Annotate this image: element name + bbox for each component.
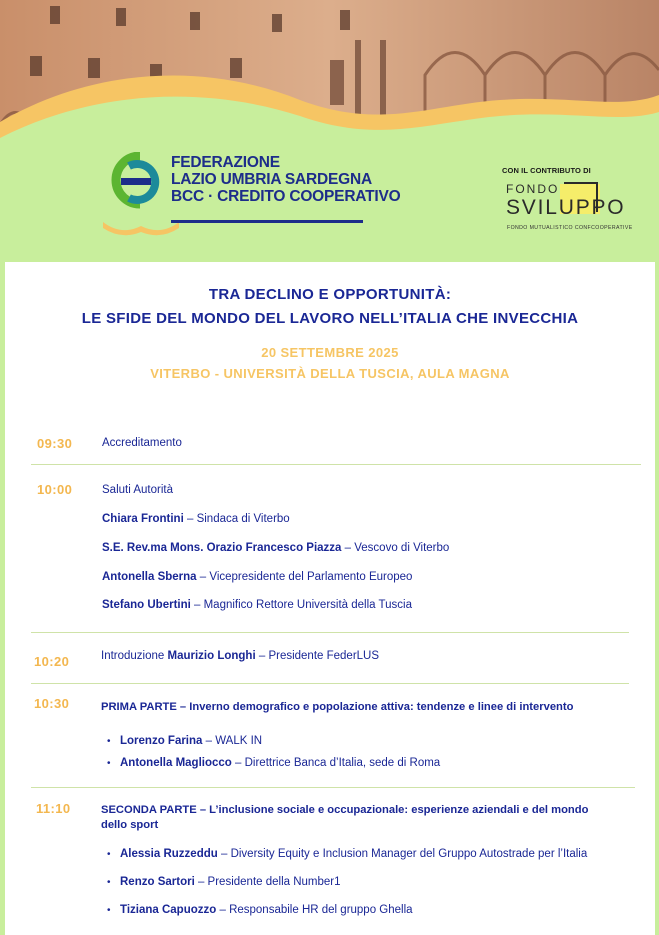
logo-underline: [171, 220, 363, 223]
fondo-sviluppo-logo: [504, 180, 634, 236]
divider: [31, 632, 629, 633]
divider: [31, 464, 641, 465]
seconda-parte-heading-cont: dello sport: [101, 819, 159, 831]
speaker-piazza: S.E. Rev.ma Mons. Orazio Francesco Piazza – Vescovo di Viterbo: [102, 542, 450, 554]
bullet: •: [107, 877, 111, 888]
logo-text: [171, 154, 401, 205]
speaker-sartori: Renzo Sartori – Presidente della Number1: [120, 876, 341, 888]
speaker-ubertini: Stefano Ubertini – Magnifico Rettore Università della Tuscia: [102, 599, 412, 611]
time-0930: 09:30: [37, 436, 73, 451]
speaker-ruzzeddu: Alessia Ruzzeddu – Diversity Equity e Inclusion Manager del Gruppo Autostrade per l’Italia: [120, 848, 588, 860]
bullet: •: [107, 758, 111, 769]
bcc-logo-icon: [107, 152, 169, 212]
speaker-farina: Lorenzo Farina – WALK IN: [120, 735, 263, 747]
bullet: •: [107, 736, 111, 747]
event-venue: VITERBO - UNIVERSITÀ DELLA TUSCIA, AULA MAGNA: [150, 366, 510, 381]
logo-line-3: BCC · CREDITO COOPERATIVO: [171, 188, 401, 205]
time-1030: 10:30: [34, 696, 70, 711]
event-title-line-1: TRA DECLINO E OPPORTUNITÀ:: [208, 286, 452, 303]
header-banner: [0, 0, 659, 262]
federazione-logo: [107, 148, 401, 244]
time-1110: 11:10: [36, 801, 71, 816]
bullet: •: [107, 905, 111, 916]
bullet: •: [107, 849, 111, 860]
speaker-frontini: Chiara Frontini – Sindaca di Viterbo: [102, 513, 290, 525]
program-card: [5, 262, 655, 935]
prima-parte-heading: PRIMA PARTE – Inverno demografico e popolazione attiva: tendenze e linee di intervento: [101, 701, 574, 713]
contribution-label: CON IL CONTRIBUTO DI: [502, 166, 591, 175]
speaker-magliocco: Antonella Magliocco – Direttrice Banca d’Italia, sede di Roma: [120, 757, 441, 769]
logo-line-1: FEDERAZIONE: [171, 154, 280, 171]
item-accreditamento: Accreditamento: [102, 437, 182, 449]
item-introduzione: Introduzione Maurizio Longhi – Presidente FederLUS: [101, 650, 380, 662]
logo-line-2: LAZIO UMBRIA SARDEGNA: [171, 171, 373, 188]
item-saluti: Saluti Autorità: [102, 484, 173, 496]
book-swoosh-icon: [101, 216, 181, 238]
fondo-sub-text: FONDO MUTUALISTICO CONFCOOPERATIVE: [507, 225, 633, 231]
event-date: 20 SETTEMBRE 2025: [261, 345, 399, 360]
time-1020: 10:20: [34, 654, 70, 669]
divider: [31, 787, 635, 788]
fondo-main-text: SVILUPPO: [506, 196, 626, 219]
fondo-top-text: FONDO: [506, 182, 560, 196]
speaker-sberna: Antonella Sberna – Vicepresidente del Parlamento Europeo: [102, 571, 413, 583]
event-title-line-2: LE SFIDE DEL MONDO DEL LAVORO NELL’ITALIA CHE INVECCHIA: [81, 310, 579, 327]
speaker-capuozzo: Tiziana Capuozzo – Responsabile HR del gruppo Ghella: [120, 904, 413, 916]
divider: [31, 683, 629, 684]
time-1000: 10:00: [37, 482, 73, 497]
seconda-parte-heading: SECONDA PARTE – L’inclusione sociale e occupazionale: esperienze aziendali e del mondo: [101, 804, 589, 816]
